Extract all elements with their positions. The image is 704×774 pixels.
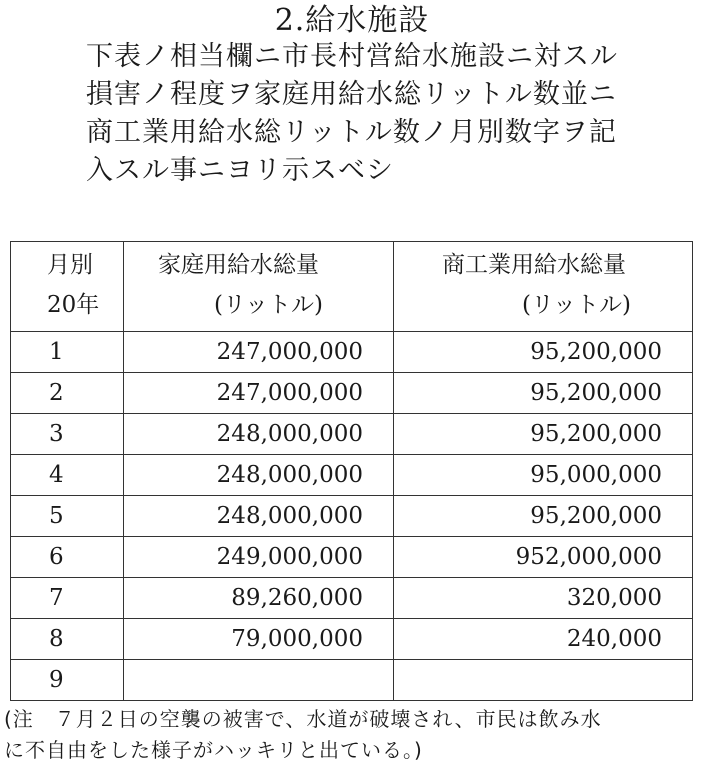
table-row <box>11 496 693 537</box>
business-supply-cell: 320,000 <box>394 578 693 619</box>
business-supply-cell: 952,000,000 <box>394 537 693 578</box>
home-header-line1: 家庭用給水総量 <box>158 252 319 278</box>
month-cell: 8 <box>11 619 124 660</box>
table-row <box>11 537 693 578</box>
month-cell: 2 <box>11 373 124 414</box>
footnote <box>4 704 700 766</box>
home-supply-cell: 89,260,000 <box>124 578 394 619</box>
footnote-line: (注 ７月２日の空襲の被害で、水道が破壊され、市民は飲み水 <box>4 707 602 731</box>
business-supply-header <box>394 242 693 332</box>
intro-line: 下表ノ相当欄ニ市長村営給水施設ニ対スル <box>86 41 618 72</box>
home-supply-header <box>124 242 394 332</box>
table-row <box>11 332 693 373</box>
table-row <box>11 619 693 660</box>
home-supply-cell: 248,000,000 <box>124 455 394 496</box>
intro-line: 損害ノ程度ヲ家庭用給水総リットル数並ニ <box>86 79 617 110</box>
home-supply-cell <box>124 660 394 701</box>
business-supply-cell: 95,200,000 <box>394 496 693 537</box>
footnote-line: に不自由をした様子がハッキリと出ている。) <box>4 738 423 762</box>
business-supply-cell: 95,200,000 <box>394 373 693 414</box>
home-supply-cell: 249,000,000 <box>124 537 394 578</box>
home-supply-cell: 247,000,000 <box>124 373 394 414</box>
business-supply-cell: 240,000 <box>394 619 693 660</box>
month-cell: 7 <box>11 578 124 619</box>
month-header-line2: 20年 <box>47 292 100 318</box>
biz-header-line1: 商工業用給水総量 <box>442 252 626 278</box>
month-cell: 1 <box>11 332 124 373</box>
home-supply-cell: 248,000,000 <box>124 414 394 455</box>
table-row <box>11 414 693 455</box>
intro-paragraph <box>86 38 686 190</box>
home-supply-cell: 247,000,000 <box>124 332 394 373</box>
month-cell: 5 <box>11 496 124 537</box>
month-header <box>11 242 124 332</box>
intro-line: 商工業用給水総リットル数ノ月別数字ヲ記 <box>86 117 617 148</box>
month-cell: 3 <box>11 414 124 455</box>
table-row <box>11 660 693 701</box>
month-header-line1: 月別 <box>47 252 93 278</box>
business-supply-cell: 95,200,000 <box>394 332 693 373</box>
table-row <box>11 455 693 496</box>
table-header-row <box>11 242 693 332</box>
month-cell: 4 <box>11 455 124 496</box>
home-supply-cell: 248,000,000 <box>124 496 394 537</box>
home-supply-cell: 79,000,000 <box>124 619 394 660</box>
home-header-line2: (リットル) <box>214 292 324 318</box>
section-title: 2.給水施設 <box>274 3 430 38</box>
table-row <box>11 373 693 414</box>
month-cell: 6 <box>11 537 124 578</box>
business-supply-cell: 95,200,000 <box>394 414 693 455</box>
intro-line: 入スル事ニヨリ示スベシ <box>86 155 394 186</box>
business-supply-cell: 95,000,000 <box>394 455 693 496</box>
business-supply-cell <box>394 660 693 701</box>
table-row <box>11 578 693 619</box>
month-cell: 9 <box>11 660 124 701</box>
water-supply-table <box>10 241 693 701</box>
biz-header-line2: (リットル) <box>522 292 632 318</box>
